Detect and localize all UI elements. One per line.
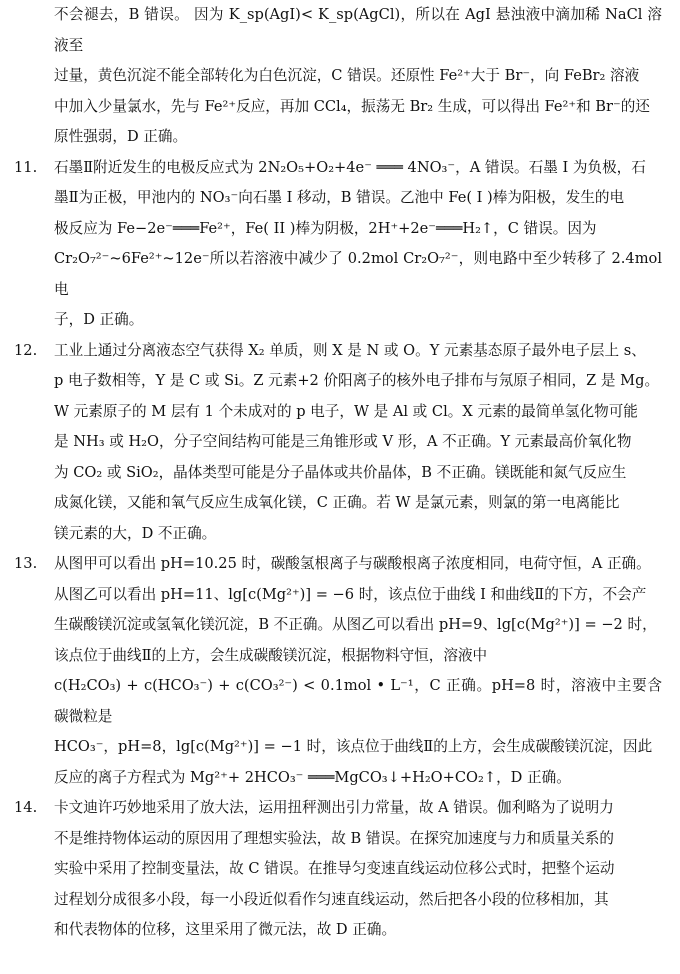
text-line: 从图甲可以看出 pH=10.25 时，碳酸氢根离子与碳酸根离子浓度相同，电荷守恒，A 正确。 [54, 555, 651, 572]
text-line: 为 CO₂ 或 SiO₂，晶体类型可能是分子晶体或共价晶体，B 不正确。镁既能和氮气反应生 [54, 463, 627, 481]
text-line: 过程划分成很多小段，每一小段近似看作匀速直线运动，然后把各小段的位移相加，其 [54, 890, 609, 908]
text-line: 过量，黄色沉淀不能全部转化为白色沉淀，C 错误。还原性 Fe²⁺大于 Br⁻，向 FeBr₂ 溶液 [54, 67, 640, 84]
text-line: HCO₃⁻，pH=8，lg[c(Mg²⁺)] = −1 时，该点位于曲线Ⅱ的上方，会生成碳酸镁沉淀，因此 [54, 738, 653, 755]
text-line: 该点位于曲线Ⅱ的上方，会生成碳酸镁沉淀，根据物料守恒，溶液中 [54, 646, 488, 664]
text-line: W 元素原子的 M 层有 1 个未成对的 p 电子，W 是 Al 或 Cl。X 元素的最简单氢化物可能 [54, 402, 638, 420]
text-line: 原性强弱，D 正确。 [54, 128, 188, 145]
text-line: 卡文迪许巧妙地采用了放大法，运用扭秤测出引力常量，故 A 错误。伽利略为了说明力 [54, 799, 614, 816]
text-line: 和代表物体的位移，这里采用了微元法，故 D 正确。 [54, 921, 397, 938]
answer-item-12 [14, 336, 662, 550]
text-line: 是 NH₃ 或 H₂O，分子空间结构可能是三角锥形或 V 形，A 不正确。Y 元素最高价氧化物 [54, 433, 632, 450]
text-line: 子，D 正确。 [54, 311, 144, 328]
text-line: c(H₂CO₃) + c(HCO₃⁻) + c(CO₃²⁻) < 0.1mol • L⁻¹，C 正确。pH=8 时，溶液中主要含碳微粒是 [54, 677, 662, 725]
item-body [54, 793, 662, 946]
text-line: 反应的离子方程式为 Mg²⁺+ 2HCO₃⁻ ═══MgCO₃↓+H₂O+CO₂↑，D 正确。 [54, 768, 571, 786]
item-number: 12. [14, 341, 38, 359]
answer-item-13 [14, 549, 662, 793]
text-line: Cr₂O₇²⁻~6Fe²⁺~12e⁻所以若溶液中减少了 0.2mol Cr₂O₇²⁻，则电路中至少转移了 2.4mol 电 [54, 250, 662, 298]
text-line: 从图乙可以看出 pH=11、lg[c(Mg²⁺)] = −6 时，该点位于曲线 I 和曲线Ⅱ的下方，不会产 [54, 585, 647, 603]
text-line: 成氮化镁，又能和氧气反应生成氧化镁，C 正确。若 W 是氯元素，则氯的第一电离能比 [54, 494, 620, 511]
text-line: 不会褪去，B 错误。 因为 K_sp(AgI)< K_sp(AgCl)，所以在 AgI 悬浊液中滴加稀 NaCl 溶液至 [54, 6, 662, 54]
text-line: 工业上通过分离液态空气获得 X₂ 单质，则 X 是 N 或 O。Y 元素基态原子最外电子层上 s、 [54, 341, 646, 359]
text-line: 生碳酸镁沉淀或氢氧化镁沉淀，B 不正确。从图乙可以看出 pH=9、lg[c(Mg²⁺)] = −2 时， [54, 616, 657, 633]
text-line: 极反应为 Fe−2e⁻═══Fe²⁺，Fe( II )棒为阴极，2H⁺+2e⁻═══H₂↑，C 错误。因为 [54, 219, 597, 237]
item-number: 11. [14, 158, 38, 176]
item-body [54, 549, 662, 793]
answer-item-14 [14, 793, 662, 946]
text-line: p 电子数相等，Y 是 C 或 Si。Z 元素+2 价阳离子的核外电子排布与氖原子相同，Z 是 Mg。 [54, 372, 660, 389]
item-number: 13. [14, 555, 38, 572]
continuation-paragraph [14, 0, 662, 153]
text-line: 不是维持物体运动的原因用了理想实验法，故 B 错误。在探究加速度与力和质量关系的 [54, 829, 614, 847]
text-line: 墨Ⅱ为正极，甲池内的 NO₃⁻向石墨 I 移动，B 错误。乙池中 Fe( I )棒为阳极，发生的电 [54, 189, 625, 206]
text-line: 镁元素的大，D 不正确。 [54, 524, 217, 542]
item-body [54, 153, 662, 336]
text-line: 石墨Ⅱ附近发生的电极反应式为 2N₂O₅+O₂+4e⁻ ═══ 4NO₃⁻，A 错误。石墨 I 为负极，石 [54, 158, 646, 176]
text-line: 中加入少量氯水，先与 Fe²⁺反应，再加 CCl₄，振荡无 Br₂ 生成，可以得出 Fe²⁺和 Br⁻的还 [54, 97, 650, 115]
text-line: 实验中采用了控制变量法，故 C 错误。在推导匀变速直线运动位移公式时，把整个运动 [54, 860, 615, 877]
item-body [54, 336, 662, 550]
answer-item-11 [14, 153, 662, 336]
item-number: 14. [14, 799, 38, 816]
